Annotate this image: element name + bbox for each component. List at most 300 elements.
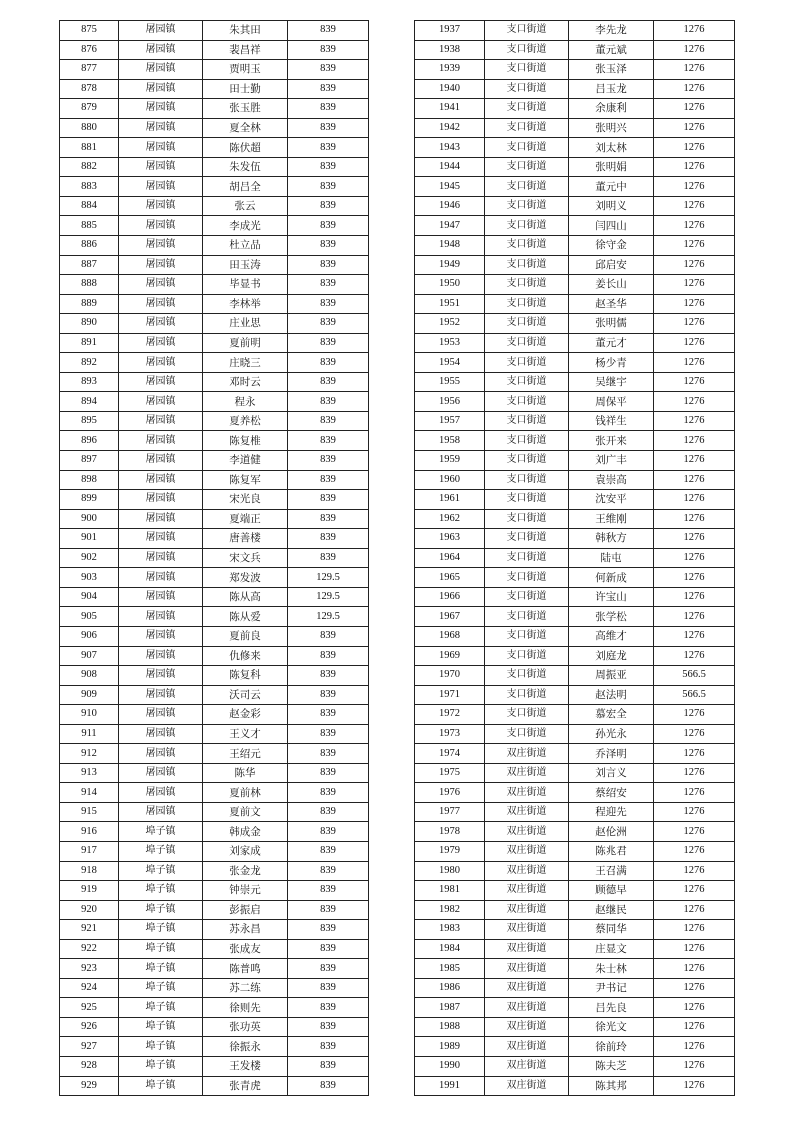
person-name: 陈伏超 xyxy=(203,138,288,158)
table-row xyxy=(415,744,735,764)
person-name: 彭振启 xyxy=(203,900,288,920)
person-name: 宋光良 xyxy=(203,490,288,510)
amount: 839 xyxy=(288,1056,369,1076)
person-name: 慕宏全 xyxy=(569,705,654,725)
table-row xyxy=(60,60,369,80)
table-row xyxy=(415,939,735,959)
person-name: 夏前良 xyxy=(203,626,288,646)
table-row xyxy=(415,40,735,60)
row-number: 1975 xyxy=(415,763,485,783)
person-name: 徐振永 xyxy=(203,1037,288,1057)
amount: 1276 xyxy=(654,138,735,158)
township: 屠园镇 xyxy=(119,294,203,314)
township: 屠园镇 xyxy=(119,431,203,451)
person-name: 刘太林 xyxy=(569,138,654,158)
township: 双庄街道 xyxy=(485,1056,569,1076)
amount: 1276 xyxy=(654,705,735,725)
row-number: 1967 xyxy=(415,607,485,627)
amount: 1276 xyxy=(654,900,735,920)
township: 支口街道 xyxy=(485,177,569,197)
amount: 1276 xyxy=(654,1056,735,1076)
person-name: 夏前明 xyxy=(203,333,288,353)
row-number: 923 xyxy=(60,959,119,979)
person-name: 钟崇元 xyxy=(203,881,288,901)
amount: 1276 xyxy=(654,40,735,60)
person-name: 孙光永 xyxy=(569,724,654,744)
table-row xyxy=(60,646,369,666)
amount: 1276 xyxy=(654,255,735,275)
row-number: 1938 xyxy=(415,40,485,60)
amount: 1276 xyxy=(654,431,735,451)
township: 屠园镇 xyxy=(119,275,203,295)
township: 屠园镇 xyxy=(119,372,203,392)
table-row xyxy=(60,939,369,959)
township: 支口街道 xyxy=(485,411,569,431)
township: 屠园镇 xyxy=(119,157,203,177)
row-number: 1961 xyxy=(415,490,485,510)
township: 支口街道 xyxy=(485,372,569,392)
person-name: 张功英 xyxy=(203,1017,288,1037)
township: 屠园镇 xyxy=(119,490,203,510)
amount: 1276 xyxy=(654,451,735,471)
township: 双庄街道 xyxy=(485,763,569,783)
person-name: 吴继宇 xyxy=(569,372,654,392)
amount: 1276 xyxy=(654,783,735,803)
row-number: 902 xyxy=(60,548,119,568)
amount: 839 xyxy=(288,822,369,842)
township: 支口街道 xyxy=(485,705,569,725)
table-row xyxy=(415,372,735,392)
township: 双庄街道 xyxy=(485,939,569,959)
amount: 1276 xyxy=(654,353,735,373)
amount: 839 xyxy=(288,157,369,177)
township: 双庄街道 xyxy=(485,881,569,901)
amount: 1276 xyxy=(654,60,735,80)
township: 埠子镇 xyxy=(119,959,203,979)
township: 屠园镇 xyxy=(119,646,203,666)
row-number: 891 xyxy=(60,333,119,353)
row-number: 1954 xyxy=(415,353,485,373)
amount: 566.5 xyxy=(654,666,735,686)
person-name: 袁崇高 xyxy=(569,470,654,490)
table-row xyxy=(415,802,735,822)
person-name: 董元斌 xyxy=(569,40,654,60)
row-number: 1945 xyxy=(415,177,485,197)
amount: 839 xyxy=(288,490,369,510)
row-number: 1973 xyxy=(415,724,485,744)
row-number: 875 xyxy=(60,21,119,41)
person-name: 张金龙 xyxy=(203,861,288,881)
amount: 839 xyxy=(288,353,369,373)
amount: 839 xyxy=(288,1017,369,1037)
township: 屠园镇 xyxy=(119,60,203,80)
township: 支口街道 xyxy=(485,392,569,412)
row-number: 899 xyxy=(60,490,119,510)
row-number: 883 xyxy=(60,177,119,197)
township: 屠园镇 xyxy=(119,587,203,607)
table-row xyxy=(415,236,735,256)
row-number: 1940 xyxy=(415,79,485,99)
amount: 839 xyxy=(288,60,369,80)
township: 屠园镇 xyxy=(119,470,203,490)
person-name: 张玉泽 xyxy=(569,60,654,80)
amount: 839 xyxy=(288,783,369,803)
person-name: 李林举 xyxy=(203,294,288,314)
township: 屠园镇 xyxy=(119,236,203,256)
row-number: 912 xyxy=(60,744,119,764)
row-number: 1955 xyxy=(415,372,485,392)
row-number: 1943 xyxy=(415,138,485,158)
table-row xyxy=(60,236,369,256)
person-name: 陆屯 xyxy=(569,548,654,568)
amount: 839 xyxy=(288,275,369,295)
amount: 1276 xyxy=(654,21,735,41)
township: 支口街道 xyxy=(485,587,569,607)
table-row xyxy=(415,353,735,373)
person-name: 钱祥生 xyxy=(569,411,654,431)
person-name: 贾明玉 xyxy=(203,60,288,80)
person-name: 夏养松 xyxy=(203,411,288,431)
township: 支口街道 xyxy=(485,275,569,295)
person-name: 徐则先 xyxy=(203,998,288,1018)
row-number: 1942 xyxy=(415,118,485,138)
table-row xyxy=(415,99,735,119)
table-row xyxy=(60,666,369,686)
township: 支口街道 xyxy=(485,685,569,705)
row-number: 901 xyxy=(60,529,119,549)
row-number: 1948 xyxy=(415,236,485,256)
person-name: 沈安平 xyxy=(569,490,654,510)
amount: 1276 xyxy=(654,314,735,334)
row-number: 1960 xyxy=(415,470,485,490)
row-number: 1968 xyxy=(415,626,485,646)
table-row xyxy=(415,978,735,998)
township: 屠园镇 xyxy=(119,79,203,99)
row-number: 917 xyxy=(60,841,119,861)
table-row xyxy=(60,900,369,920)
amount: 839 xyxy=(288,470,369,490)
township: 双庄街道 xyxy=(485,978,569,998)
row-number: 1970 xyxy=(415,666,485,686)
township: 双庄街道 xyxy=(485,900,569,920)
amount: 1276 xyxy=(654,724,735,744)
amount: 839 xyxy=(288,666,369,686)
township: 屠园镇 xyxy=(119,763,203,783)
table-row xyxy=(415,646,735,666)
table-row xyxy=(415,118,735,138)
amount: 839 xyxy=(288,841,369,861)
township: 支口街道 xyxy=(485,490,569,510)
township: 埠子镇 xyxy=(119,861,203,881)
row-number: 892 xyxy=(60,353,119,373)
person-name: 仇修来 xyxy=(203,646,288,666)
table-row xyxy=(415,920,735,940)
amount: 1276 xyxy=(654,763,735,783)
amount: 839 xyxy=(288,881,369,901)
row-number: 927 xyxy=(60,1037,119,1057)
table-row xyxy=(415,607,735,627)
amount: 839 xyxy=(288,314,369,334)
row-number: 1950 xyxy=(415,275,485,295)
table-row xyxy=(415,1076,735,1096)
township: 屠园镇 xyxy=(119,744,203,764)
row-number: 909 xyxy=(60,685,119,705)
table-row xyxy=(415,861,735,881)
township: 双庄街道 xyxy=(485,822,569,842)
amount: 839 xyxy=(288,1037,369,1057)
row-number: 1963 xyxy=(415,529,485,549)
person-name: 董元中 xyxy=(569,177,654,197)
township: 埠子镇 xyxy=(119,841,203,861)
right-roster-table xyxy=(414,20,735,1096)
person-name: 朱发伍 xyxy=(203,157,288,177)
row-number: 876 xyxy=(60,40,119,60)
amount: 839 xyxy=(288,431,369,451)
row-number: 1983 xyxy=(415,920,485,940)
table-row xyxy=(60,294,369,314)
row-number: 1976 xyxy=(415,783,485,803)
amount: 839 xyxy=(288,392,369,412)
township: 支口街道 xyxy=(485,353,569,373)
table-row xyxy=(60,881,369,901)
amount: 1276 xyxy=(654,275,735,295)
township: 屠园镇 xyxy=(119,626,203,646)
table-row xyxy=(415,529,735,549)
person-name: 王义才 xyxy=(203,724,288,744)
table-row xyxy=(415,998,735,1018)
amount: 1276 xyxy=(654,1017,735,1037)
table-row xyxy=(415,411,735,431)
amount: 839 xyxy=(288,998,369,1018)
row-number: 918 xyxy=(60,861,119,881)
township: 支口街道 xyxy=(485,724,569,744)
township: 屠园镇 xyxy=(119,783,203,803)
person-name: 陈夫芝 xyxy=(569,1056,654,1076)
table-row xyxy=(60,959,369,979)
person-name: 王绍元 xyxy=(203,744,288,764)
amount: 1276 xyxy=(654,1076,735,1096)
person-name: 陈复军 xyxy=(203,470,288,490)
person-name: 毕显书 xyxy=(203,275,288,295)
amount: 839 xyxy=(288,939,369,959)
person-name: 陈其邦 xyxy=(569,1076,654,1096)
person-name: 李成光 xyxy=(203,216,288,236)
person-name: 赵继民 xyxy=(569,900,654,920)
table-row xyxy=(415,724,735,744)
township: 埠子镇 xyxy=(119,881,203,901)
row-number: 879 xyxy=(60,99,119,119)
person-name: 张云 xyxy=(203,196,288,216)
person-name: 乔泽明 xyxy=(569,744,654,764)
row-number: 1956 xyxy=(415,392,485,412)
table-row xyxy=(60,392,369,412)
row-number: 1991 xyxy=(415,1076,485,1096)
amount: 839 xyxy=(288,978,369,998)
table-row xyxy=(60,685,369,705)
township: 双庄街道 xyxy=(485,841,569,861)
person-name: 王发楼 xyxy=(203,1056,288,1076)
amount: 1276 xyxy=(654,490,735,510)
row-number: 1949 xyxy=(415,255,485,275)
amount: 839 xyxy=(288,626,369,646)
person-name: 刘明义 xyxy=(569,196,654,216)
amount: 839 xyxy=(288,959,369,979)
table-row xyxy=(415,666,735,686)
amount: 839 xyxy=(288,802,369,822)
person-name: 王召满 xyxy=(569,861,654,881)
row-number: 1977 xyxy=(415,802,485,822)
township: 支口街道 xyxy=(485,470,569,490)
amount: 1276 xyxy=(654,509,735,529)
person-name: 赵法明 xyxy=(569,685,654,705)
person-name: 苏二练 xyxy=(203,978,288,998)
township: 双庄街道 xyxy=(485,783,569,803)
table-row xyxy=(60,548,369,568)
person-name: 赵伦洲 xyxy=(569,822,654,842)
amount: 839 xyxy=(288,861,369,881)
township: 支口街道 xyxy=(485,568,569,588)
township: 支口街道 xyxy=(485,666,569,686)
township: 屠园镇 xyxy=(119,529,203,549)
table-row xyxy=(415,1017,735,1037)
amount: 1276 xyxy=(654,372,735,392)
row-number: 921 xyxy=(60,920,119,940)
amount: 839 xyxy=(288,451,369,471)
row-number: 1969 xyxy=(415,646,485,666)
amount: 839 xyxy=(288,763,369,783)
person-name: 宋文兵 xyxy=(203,548,288,568)
person-name: 陈普鸣 xyxy=(203,959,288,979)
township: 双庄街道 xyxy=(485,1076,569,1096)
township: 双庄街道 xyxy=(485,744,569,764)
row-number: 1980 xyxy=(415,861,485,881)
table-row xyxy=(415,1037,735,1057)
row-number: 1989 xyxy=(415,1037,485,1057)
amount: 1276 xyxy=(654,822,735,842)
person-name: 周保平 xyxy=(569,392,654,412)
person-name: 郑发波 xyxy=(203,568,288,588)
person-name: 蔡绍安 xyxy=(569,783,654,803)
left-roster-body xyxy=(60,21,369,1096)
township: 埠子镇 xyxy=(119,939,203,959)
table-row xyxy=(60,607,369,627)
township: 双庄街道 xyxy=(485,959,569,979)
amount: 839 xyxy=(288,99,369,119)
amount: 1276 xyxy=(654,470,735,490)
township: 屠园镇 xyxy=(119,314,203,334)
township: 支口街道 xyxy=(485,529,569,549)
township: 支口街道 xyxy=(485,99,569,119)
person-name: 张青虎 xyxy=(203,1076,288,1096)
person-name: 田士勤 xyxy=(203,79,288,99)
row-number: 916 xyxy=(60,822,119,842)
row-number: 1965 xyxy=(415,568,485,588)
township: 屠园镇 xyxy=(119,255,203,275)
table-row xyxy=(60,822,369,842)
amount: 839 xyxy=(288,255,369,275)
amount: 1276 xyxy=(654,568,735,588)
table-row xyxy=(415,177,735,197)
township: 双庄街道 xyxy=(485,920,569,940)
person-name: 徐守金 xyxy=(569,236,654,256)
township: 屠园镇 xyxy=(119,118,203,138)
amount: 839 xyxy=(288,118,369,138)
row-number: 888 xyxy=(60,275,119,295)
row-number: 1978 xyxy=(415,822,485,842)
row-number: 1982 xyxy=(415,900,485,920)
amount: 1276 xyxy=(654,861,735,881)
person-name: 陈复科 xyxy=(203,666,288,686)
amount: 1276 xyxy=(654,959,735,979)
table-row xyxy=(60,509,369,529)
person-name: 顾德早 xyxy=(569,881,654,901)
township: 双庄街道 xyxy=(485,1037,569,1057)
amount: 839 xyxy=(288,236,369,256)
row-number: 908 xyxy=(60,666,119,686)
amount: 839 xyxy=(288,294,369,314)
person-name: 杜立品 xyxy=(203,236,288,256)
row-number: 881 xyxy=(60,138,119,158)
person-name: 赵圣华 xyxy=(569,294,654,314)
table-row xyxy=(415,568,735,588)
person-name: 庄显文 xyxy=(569,939,654,959)
left-roster-table xyxy=(59,20,369,1096)
township: 屠园镇 xyxy=(119,548,203,568)
person-name: 何新成 xyxy=(569,568,654,588)
row-number: 1966 xyxy=(415,587,485,607)
person-name: 王维刚 xyxy=(569,509,654,529)
amount: 839 xyxy=(288,646,369,666)
person-name: 邱启安 xyxy=(569,255,654,275)
table-row xyxy=(60,216,369,236)
township: 支口街道 xyxy=(485,548,569,568)
township: 支口街道 xyxy=(485,509,569,529)
amount: 1276 xyxy=(654,802,735,822)
table-row xyxy=(60,1017,369,1037)
row-number: 1957 xyxy=(415,411,485,431)
township: 屠园镇 xyxy=(119,607,203,627)
person-name: 蔡同华 xyxy=(569,920,654,940)
person-name: 张明娟 xyxy=(569,157,654,177)
row-number: 929 xyxy=(60,1076,119,1096)
row-number: 1971 xyxy=(415,685,485,705)
amount: 1276 xyxy=(654,177,735,197)
amount: 839 xyxy=(288,548,369,568)
person-name: 夏全林 xyxy=(203,118,288,138)
township: 屠园镇 xyxy=(119,509,203,529)
table-row xyxy=(415,196,735,216)
row-number: 914 xyxy=(60,783,119,803)
table-row xyxy=(60,99,369,119)
person-name: 高维才 xyxy=(569,626,654,646)
amount: 839 xyxy=(288,138,369,158)
row-number: 903 xyxy=(60,568,119,588)
person-name: 庄业思 xyxy=(203,314,288,334)
person-name: 夏前文 xyxy=(203,802,288,822)
person-name: 苏永昌 xyxy=(203,920,288,940)
row-number: 1964 xyxy=(415,548,485,568)
row-number: 884 xyxy=(60,196,119,216)
township: 支口街道 xyxy=(485,236,569,256)
table-row xyxy=(60,353,369,373)
amount: 1276 xyxy=(654,744,735,764)
table-row xyxy=(60,783,369,803)
row-number: 926 xyxy=(60,1017,119,1037)
table-row xyxy=(415,490,735,510)
amount: 1276 xyxy=(654,587,735,607)
row-number: 1959 xyxy=(415,451,485,471)
township: 支口街道 xyxy=(485,314,569,334)
